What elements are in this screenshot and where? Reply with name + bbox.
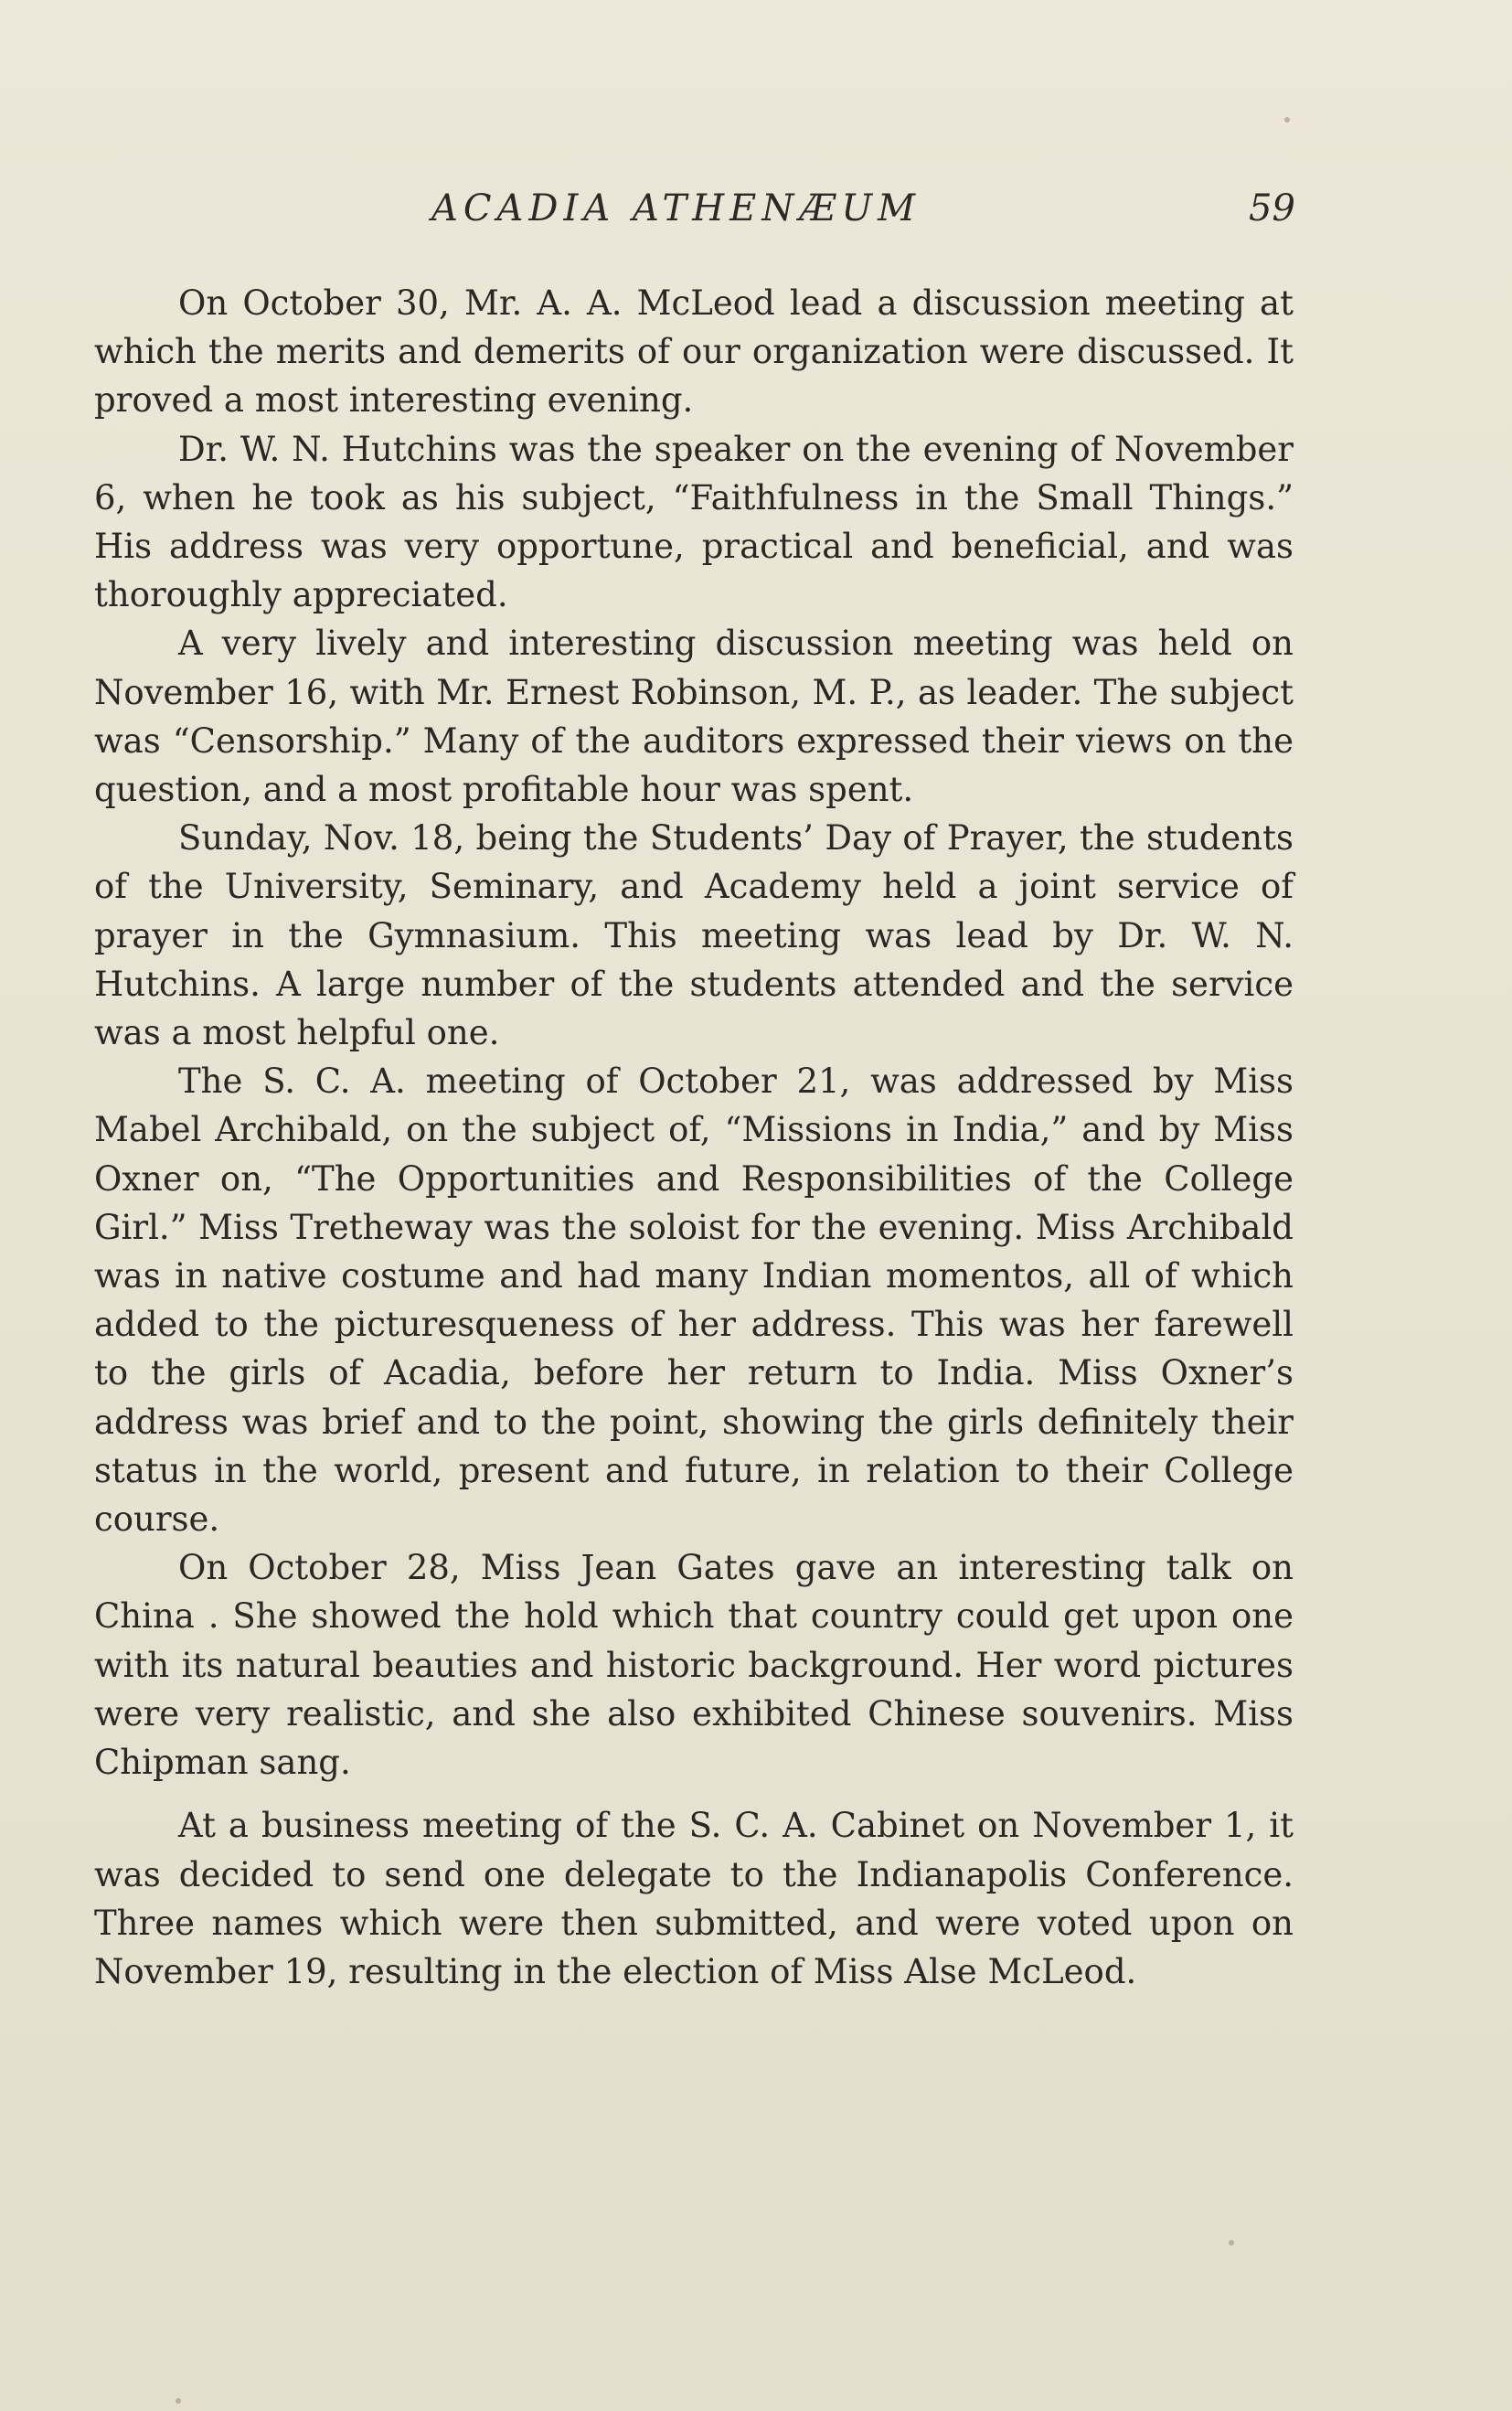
paragraph: At a business meeting of the S. C. A. Cabinet on November 1, it was decided to send one delegate to the Indianapolis Conference. Three names which were then submitted, and were voted upon on November 19, resulting in the election of Miss Alse McLeod. [94, 1806, 1294, 1991]
paragraph: On October 30, Mr. A. A. McLeod lead a discussion meeting at which the merits and demerits of our organization were discussed. It proved a most interesting evening. [94, 283, 1294, 421]
paper-speck [176, 2398, 181, 2404]
paragraph: The S. C. A. meeting of October 21, was addressed by Miss Mabel Archibald, on the subject of, “Missions in India,” and by Miss Oxner on, “The Opportunities and Responsibilities of the College Girl.” Miss Tretheway was the soloist for the evening. Miss Archibald was in native costume and had many Indian momentos, all of which added to the picturesqueness of her address. This was her farewell to the girls of Acadia, before her return to India. Miss Oxner’s address was brief and to the point, showing the girls definitely their status in the world, present and future, in relation to their College course. [94, 1061, 1294, 1540]
paragraph: A very lively and interesting discussion meeting was held on November 16, with Mr. Ernest Robinson, M. P., as leader. The subject was “Censorship.” Many of the auditors expressed their views on the question, and a most profitable hour was spent. [94, 624, 1294, 810]
running-header [0, 187, 1512, 242]
paragraph: Dr. W. N. Hutchins was the speaker on the evening of November 6, when he took as his subject, “Faithfulness in the Small Things.” His address was very opportune, practical and beneficial, and was thoroughly appreciated. [94, 429, 1294, 615]
page-number: 59 [1249, 187, 1295, 229]
article-body [94, 279, 1294, 1996]
paragraph: On October 28, Miss Jean Gates gave an interesting talk on China . She showed the hold which that country could get upon one with its natural beauties and historic background. Her word pictures were very realistic, and she also exhibited Chinese souvenirs. Miss Chipman sang. [94, 1548, 1294, 1783]
paper-speck [1229, 2240, 1234, 2246]
paper-speck [1284, 117, 1290, 123]
journal-title: ACADIA ATHENÆUM [431, 187, 921, 229]
paragraph: Sunday, Nov. 18, being the Students’ Day of Prayer, the students of the University, Seminary, and Academy held a joint service of prayer in the Gymnasium. This meeting was lead by Dr. W. N. Hutchins. A large number of the students attended and the service was a most helpful one. [94, 818, 1294, 1053]
